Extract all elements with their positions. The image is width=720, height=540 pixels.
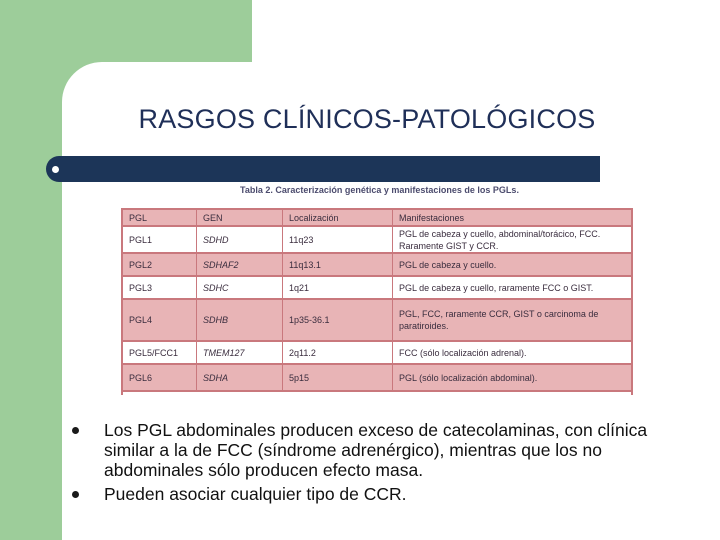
bullet-item	[72, 484, 672, 504]
cell-manifestaciones: PGL de cabeza y cuello.	[399, 259, 497, 270]
cell-gen: TMEM127	[197, 342, 283, 363]
table-row	[123, 365, 631, 392]
table-row	[123, 277, 631, 300]
table-header-row	[123, 210, 631, 227]
cell-manifestaciones: PGL (sólo localización abdominal).	[399, 372, 538, 383]
bullet-dot-icon	[72, 491, 79, 498]
genetics-table	[121, 208, 633, 395]
cell-gen: SDHC	[197, 277, 283, 298]
title-underline-bar	[46, 156, 600, 182]
cell-pgl: PGL1	[123, 227, 197, 252]
cell-localizacion: 1p35-36.1	[283, 300, 393, 340]
slide-title: RASGOS CLÍNICOS-PATOLÓGICOS	[138, 104, 596, 134]
cell-localizacion: 1q21	[283, 277, 393, 298]
cell-pgl: PGL5/FCC1	[123, 342, 197, 363]
header-cell-localizacion: Localización	[283, 210, 393, 225]
cell-pgl: PGL2	[123, 254, 197, 275]
table-row	[123, 300, 631, 342]
cell-gen: SDHA	[197, 365, 283, 390]
table-row	[123, 342, 631, 365]
cell-pgl: PGL4	[123, 300, 197, 340]
cell-gen: SDHAF2	[197, 254, 283, 275]
bullet-text: Pueden asociar cualquier tipo de CCR.	[104, 484, 407, 504]
bullet-text: Los PGL abdominales producen exceso de catecolaminas, con clínica similar a la de FCC (síndrome adrenérgico), mientras que los no abdominales sólo producen efecto masa.	[104, 420, 648, 480]
cell-pgl: PGL3	[123, 277, 197, 298]
cell-manifestaciones: PGL, FCC, raramente CCR, GIST o carcinoma de paratiroides.	[399, 309, 599, 331]
header-cell-manifestaciones: Manifestaciones	[399, 212, 465, 223]
cell-gen: SDHD	[197, 227, 283, 252]
cell-manifestaciones: FCC (sólo localización adrenal).	[399, 347, 527, 358]
table-caption: Tabla 2. Caracterización genética y manifestaciones de los PGLs.	[240, 185, 519, 195]
bullet-item	[72, 420, 672, 480]
cell-pgl: PGL6	[123, 365, 197, 390]
cell-localizacion: 2q11.2	[283, 342, 393, 363]
header-cell-gen: GEN	[197, 210, 283, 225]
cell-localizacion: 5p15	[283, 365, 393, 390]
bullet-dot-icon	[72, 427, 79, 434]
cell-localizacion: 11q23	[283, 227, 393, 252]
cell-gen: SDHB	[197, 300, 283, 340]
cell-localizacion: 11q13.1	[283, 254, 393, 275]
cell-manifestaciones: PGL de cabeza y cuello, raramente FCC o GIST.	[399, 282, 594, 293]
table-row	[123, 254, 631, 277]
bullet-list	[72, 420, 672, 508]
header-cell-pgl: PGL	[123, 210, 197, 225]
table-row	[123, 227, 631, 254]
cell-manifestaciones: PGL de cabeza y cuello, abdominal/torácico, FCC. Raramente GIST y CCR.	[399, 228, 601, 251]
title-bar-dot	[52, 166, 59, 173]
